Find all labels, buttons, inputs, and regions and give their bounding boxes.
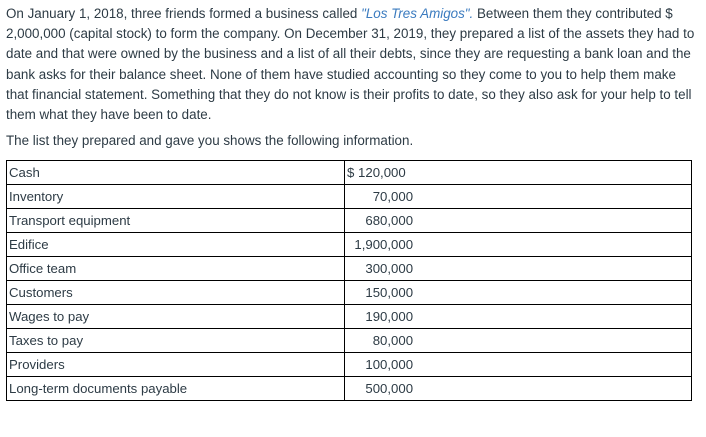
account-name: Cash: [7, 161, 345, 185]
account-value: 100,000: [365, 357, 414, 373]
account-name: Long-term documents payable: [7, 377, 345, 401]
table-row: [7, 329, 692, 353]
table-row: [7, 305, 692, 329]
account-value: 80,000: [372, 333, 414, 349]
table-row: [7, 161, 692, 185]
account-name: Wages to pay: [7, 305, 345, 329]
account-value: 190,000: [365, 309, 414, 325]
table-row: [7, 353, 692, 377]
list-intro: The list they prepared and gave you shows the following information.: [6, 133, 414, 149]
table-row: [7, 185, 692, 209]
paragraph-text-start: On January 1, 2018, three friends formed a business called: [6, 6, 362, 21]
account-value: 150,000: [365, 285, 414, 301]
account-value: $ 120,000: [347, 165, 406, 181]
account-value: 300,000: [365, 261, 414, 277]
account-name: Transport equipment: [7, 209, 345, 233]
account-name: Customers: [7, 281, 345, 305]
account-value: 70,000: [372, 189, 414, 205]
problem-paragraph: [6, 4, 700, 125]
account-name: Edifice: [7, 233, 345, 257]
table-row: [7, 377, 692, 401]
account-name: Office team: [7, 257, 345, 281]
account-name: Inventory: [7, 185, 345, 209]
account-value: 500,000: [365, 381, 414, 397]
paragraph-text-rest: Between them they contributed $ 2,000,000 (capital stock) to form the company. On December 31, 2019, they prepared a list of the assets they had to date and that were owned by the business and a list of all their debts, since they are requesting a bank loan and the bank asks for their balance sheet. None of them have studied accounting so they come to you to help them make that financial statement. Something that they do not know is their profits to date, so they also ask for your help to tell them what they have been to date.: [6, 6, 695, 123]
account-name: Taxes to pay: [7, 329, 345, 353]
table-row: [7, 257, 692, 281]
company-name: "Los Tres Amigos".: [361, 6, 474, 21]
account-name: Providers: [7, 353, 345, 377]
table-row: [7, 209, 692, 233]
table-row: [7, 281, 692, 305]
accounts-table: [6, 160, 692, 401]
account-value: 680,000: [365, 213, 414, 229]
account-value: 1,900,000: [354, 237, 414, 253]
table-row: [7, 233, 692, 257]
